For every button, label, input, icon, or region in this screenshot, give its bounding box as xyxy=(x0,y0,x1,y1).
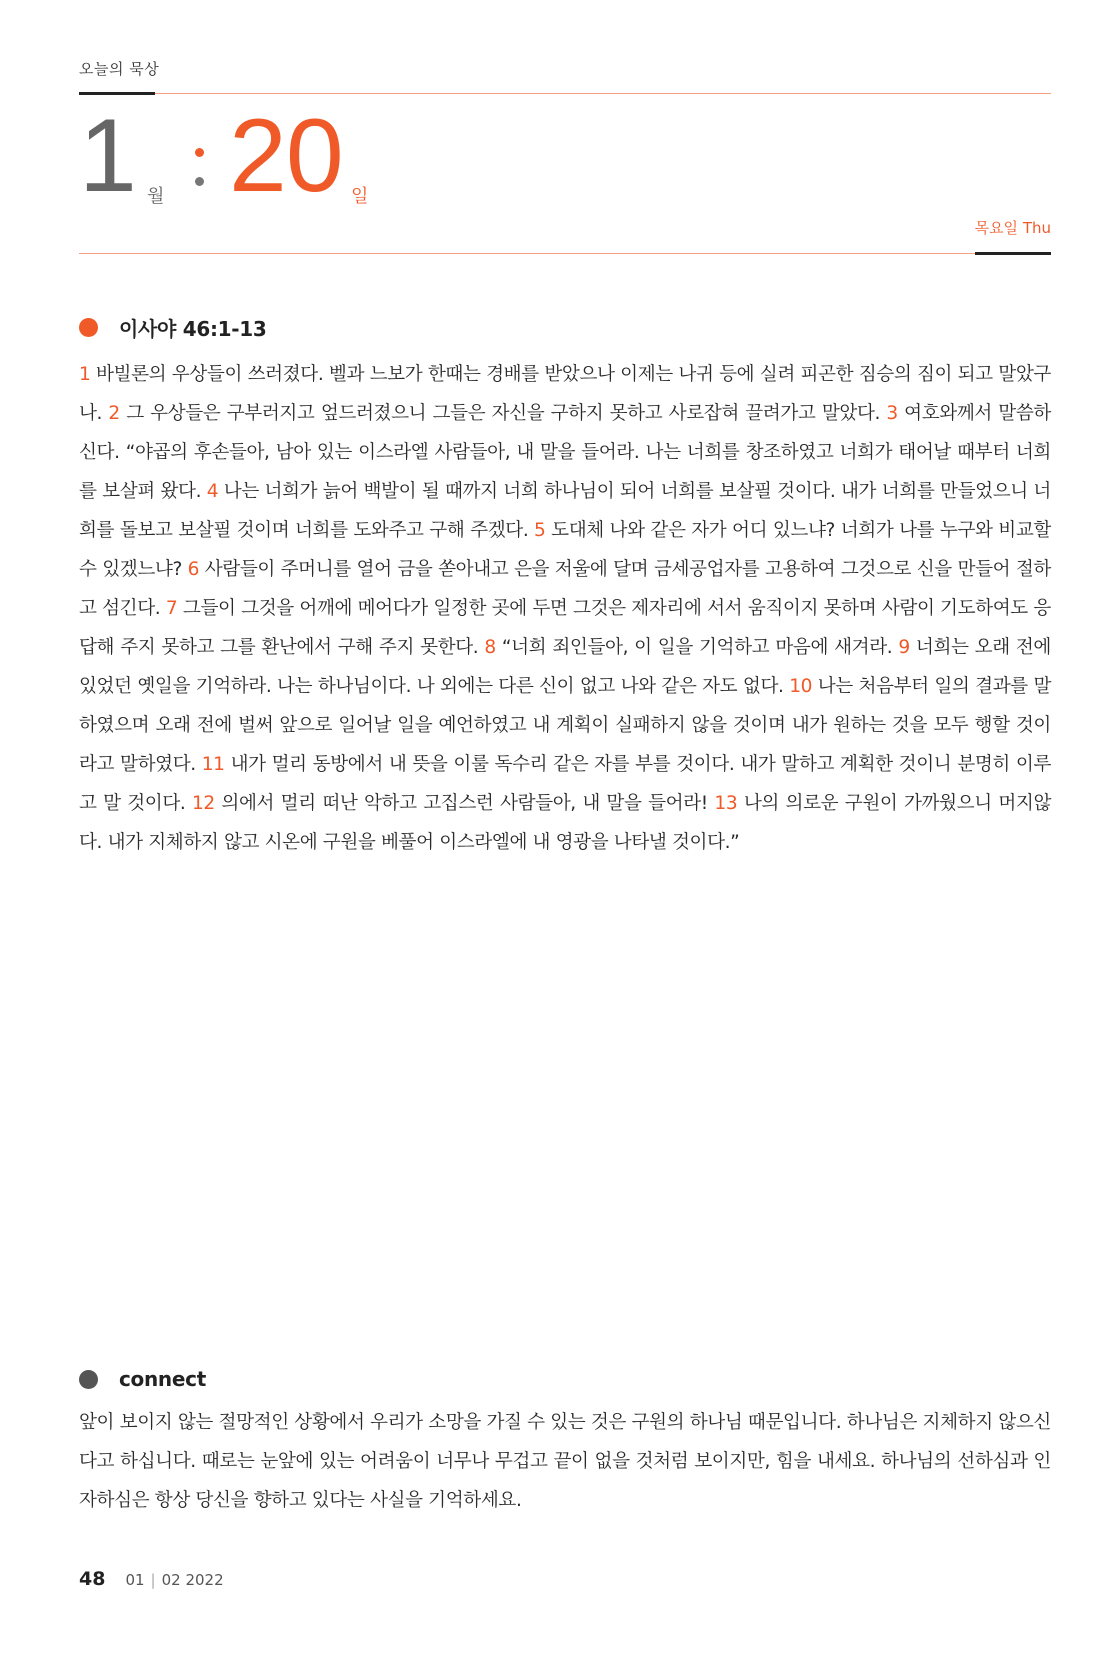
connect-heading xyxy=(79,1367,206,1391)
verse-text: 여호와께서 말씀하신다. “야곱의 후손들아, 남아 있는 이스라엘 사람들아, 내 말을 들어라. 나는 너희를 창조하였고 너희가 태어날 때부터 너희를 보살펴 왔다. xyxy=(79,403,1051,502)
verse xyxy=(192,793,708,814)
verse-number: 5 xyxy=(534,520,546,541)
colon-dot-bottom xyxy=(195,177,204,186)
issue-month: 01 xyxy=(125,1571,145,1589)
weekday-label: 목요일 Thu xyxy=(974,219,1051,237)
verse-number: 11 xyxy=(201,754,225,775)
bullet-icon xyxy=(79,318,98,337)
verse-text: 나는 너희가 늙어 백발이 될 때까지 너희 하나님이 되어 너희를 보살필 것이다. 내가 너희를 만들었으니 너희를 돌보고 보살필 것이며 너희를 도와주고 구해 주겠다. xyxy=(79,481,1051,541)
connect-body: 앞이 보이지 않는 절망적인 상황에서 우리가 소망을 가질 수 있는 것은 구원의 하나님 때문입니다. 하나님은 지체하지 않으신다고 하십니다. 때로는 눈앞에 있는 어려움이 너무나 무겁고 끝이 없을 것처럼 보이지만, 힘을 내세요. 하나님의 선하심과 인자하심은 항상 당신을 향하고 있다는 사실을 기억하세요. xyxy=(79,1412,1051,1511)
verse-text: “너희 죄인들아, 이 일을 기억하고 마음에 새겨라. xyxy=(501,637,893,658)
connect-title: connect xyxy=(119,1367,206,1391)
header-rule-light xyxy=(155,93,1051,94)
month-unit: 월 xyxy=(147,186,165,207)
verse-text: 도대체 나와 같은 자가 어디 있느냐? 너희가 나를 누구와 비교할 수 있겠느냐? xyxy=(79,520,1051,580)
verse-text: 너희는 오래 전에 있었던 옛일을 기억하라. 나는 하나님이다. 나 외에는 다른 신이 없고 나와 같은 자도 없다. xyxy=(79,637,1051,697)
issue-info xyxy=(125,1571,223,1589)
page-number: 48 xyxy=(79,1568,106,1590)
verse-text: 바빌론의 우상들이 쓰러졌다. 벨과 느보가 한때는 경배를 받았으나 이제는 나귀 등에 실려 피곤한 짐승의 짐이 되고 말았구나. xyxy=(79,364,1051,424)
day-unit: 일 xyxy=(351,186,369,207)
verse-text: 나는 처음부터 일의 결과를 말하였으며 오래 전에 벌써 앞으로 일어날 일을 예언하였고 내 계획이 실패하지 않을 것이며 내가 원하는 것을 모두 행할 것이라고 말하였다. xyxy=(79,676,1052,775)
section-label: 오늘의 묵상 xyxy=(79,60,160,78)
page-footer xyxy=(79,1568,224,1590)
verse-number: 3 xyxy=(886,403,898,424)
issue-date: 02 2022 xyxy=(161,1571,224,1589)
date-colon xyxy=(195,148,205,206)
date-display xyxy=(79,98,1051,214)
scripture-heading xyxy=(79,313,267,342)
verse-text: 의에서 멀리 떠난 악하고 고집스런 사람들아, 내 말을 들어라! xyxy=(221,793,708,814)
verse-number: 9 xyxy=(898,637,910,658)
date-rule-light xyxy=(79,253,975,254)
verse-number: 8 xyxy=(484,637,496,658)
verse-number: 4 xyxy=(206,481,219,502)
scripture-body xyxy=(79,355,1051,862)
verse-text: 나의 의로운 구원이 가까웠으니 머지않다. 내가 지체하지 않고 시온에 구원을 베풀어 이스라엘에 내 영광을 나타낼 것이다.” xyxy=(79,793,1052,853)
verse-number: 7 xyxy=(165,598,178,619)
verse-text: 그 우상들은 구부러지고 엎드러졌으니 그들은 자신을 구하지 못하고 사로잡혀 끌려가고 말았다. xyxy=(126,403,881,424)
bullet-icon xyxy=(79,1370,98,1389)
verse xyxy=(108,403,880,424)
date-rule-dark xyxy=(975,252,1051,255)
verse-text: 그들이 그것을 어깨에 메어다가 일정한 곳에 두면 그것은 제자리에 서서 움직이지 못하며 사람이 기도하여도 응답해 주지 못하고 그를 환난에서 구해 주지 못한다. xyxy=(79,598,1051,658)
verse-number: 12 xyxy=(191,793,215,814)
verse-number: 13 xyxy=(714,793,738,814)
verse-number: 6 xyxy=(187,559,200,580)
verse xyxy=(484,637,892,658)
scripture-reference: 이사야 46:1-13 xyxy=(119,317,267,341)
header-rule-dark xyxy=(79,92,155,95)
colon-dot-top xyxy=(195,148,204,157)
issue-separator: | xyxy=(150,1571,156,1589)
verse-text: 사람들이 주머니를 열어 금을 쏟아내고 은을 저울에 달며 금세공업자를 고용하여 그것으로 신을 만들어 절하고 섬긴다. xyxy=(79,559,1051,619)
verse-number: 10 xyxy=(789,676,813,697)
day-number: 20 xyxy=(229,98,343,214)
month-number: 1 xyxy=(79,98,135,214)
verse-number: 1 xyxy=(79,364,91,385)
verse-number: 2 xyxy=(108,403,120,424)
verse-text: 내가 멀리 동방에서 내 뜻을 이룰 독수리 같은 자를 부를 것이다. 내가 말하고 계획한 것이니 분명히 이루고 말 것이다. xyxy=(79,754,1052,814)
